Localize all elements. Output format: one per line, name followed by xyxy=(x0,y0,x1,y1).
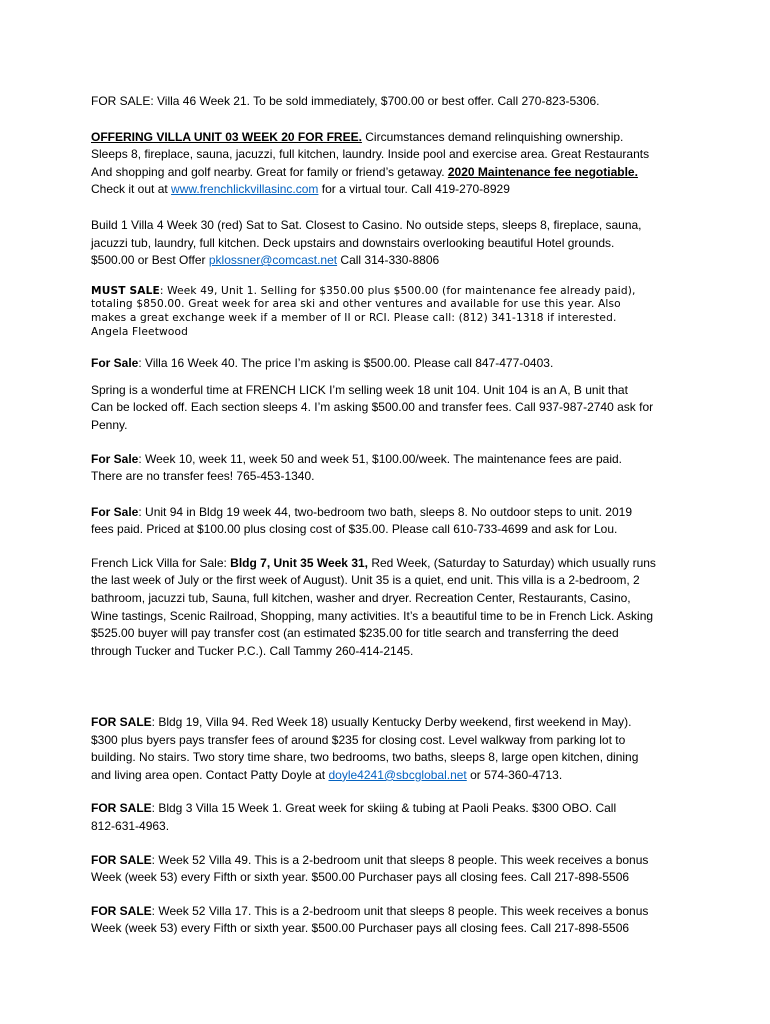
listing-paragraph xyxy=(91,714,691,784)
text-line xyxy=(91,298,691,312)
text-line xyxy=(91,818,691,836)
listing-paragraph xyxy=(91,285,691,339)
listing-paragraph xyxy=(91,903,691,938)
text-run: Week (week 53) every Fifth or sixth year. $500.00 Purchaser pays all closing fees. Call 217-898-5506 xyxy=(91,921,630,936)
text-line xyxy=(91,732,691,750)
text-line xyxy=(91,852,691,870)
text-line xyxy=(91,355,691,373)
text-run: There are no transfer fees! 765-453-1340. xyxy=(91,469,315,484)
bold-label: FOR SALE xyxy=(91,852,152,867)
text-run: Call 314-330-8806 xyxy=(337,253,440,268)
text-run: through Tucker and Tucker P.C.). Call Tammy 260-414-2145. xyxy=(91,643,414,658)
text-line xyxy=(91,920,691,938)
website-link[interactable]: www.frenchlickvillasinc.com xyxy=(171,182,319,197)
text-run: : Week 49, Unit 1. Selling for $350.00 plus $500.00 (for maintenance fee already paid), xyxy=(159,284,636,297)
text-line xyxy=(91,451,691,469)
text-run: makes a great exchange week if a member of II or RCI. Please call: (812) 341-1318 if interested. xyxy=(91,311,617,324)
listing-paragraph xyxy=(91,355,691,373)
text-line xyxy=(91,625,691,643)
text-line xyxy=(91,749,691,767)
listing-paragraph xyxy=(91,382,691,435)
text-line xyxy=(91,399,691,417)
text-run: totaling $850.00. Great week for area ski and other ventures and available for use this year. Also xyxy=(91,298,621,311)
bold-label: FOR SALE xyxy=(91,715,152,730)
text-run: : Week 52 Villa 17. This is a 2-bedroom unit that sleeps 8 people. This week receives a bonus xyxy=(151,903,649,918)
email-link[interactable]: pklossner@comcast.net xyxy=(208,253,338,268)
text-run: And shopping and golf nearby. Great for family or friend’s getaway. xyxy=(91,164,448,179)
listing-paragraph xyxy=(91,451,691,486)
text-run: or 574-360-4713. xyxy=(466,767,563,782)
text-line xyxy=(91,129,691,147)
listings-body xyxy=(91,93,691,938)
text-run: Penny. xyxy=(91,417,128,432)
text-run: building. No stairs. Two story time share, two bedrooms, two baths, sleeps 8, large open kitchen, dining xyxy=(91,750,639,765)
email-link[interactable]: doyle4241@sbcglobal.net xyxy=(328,767,467,782)
text-line xyxy=(91,382,691,400)
text-run: for a virtual tour. Call 419-270-8929 xyxy=(318,182,510,197)
text-line xyxy=(91,800,691,818)
text-line xyxy=(91,417,691,435)
bold-label: FOR SALE xyxy=(91,903,152,918)
text-run: Angela Fleetwood xyxy=(91,325,188,338)
text-run: Circumstances demand relinquishing ownership. xyxy=(361,129,624,144)
text-line xyxy=(91,903,691,921)
listing-paragraph xyxy=(91,800,691,835)
text-line xyxy=(91,555,691,573)
listing-paragraph xyxy=(91,852,691,887)
text-line xyxy=(91,164,691,182)
text-run: bathroom, jacuzzi tub, Sauna, full kitchen, washer and dryer. Recreation Center, Restaurants, Casino, xyxy=(91,591,631,606)
text-run: Build 1 Villa 4 Week 30 (red) Sat to Sat. Closest to Casino. No outside steps, sleeps 8, fireplace, sauna, xyxy=(91,217,642,232)
text-run: : Villa 16 Week 40. The price I’m asking is $500.00. Please call 847-477-0403. xyxy=(138,356,554,371)
text-run: $500.00 or Best Offer xyxy=(91,253,209,268)
text-run: : Bldg 19, Villa 94. Red Week 18) usually Kentucky Derby weekend, first weekend in May). xyxy=(151,715,632,730)
text-run: Spring is a wonderful time at FRENCH LICK I’m selling week 18 unit 104. Unit 104 is an A, B unit that xyxy=(91,382,628,397)
listing-paragraph xyxy=(91,555,691,661)
text-run: : Week 52 Villa 49. This is a 2-bedroom unit that sleeps 8 people. This week receives a bonus xyxy=(151,852,649,867)
bold-label: For Sale xyxy=(91,451,139,466)
text-line xyxy=(91,572,691,590)
text-line xyxy=(91,590,691,608)
text-line xyxy=(91,468,691,486)
text-run: $525.00 buyer will pay transfer cost (an estimated $235.00 for title search and transferring the deed xyxy=(91,626,619,641)
bold-label: Bldg 7, Unit 35 Week 31, xyxy=(230,555,368,570)
text-run: fees paid. Priced at $100.00 plus closing cost of $35.00. Please call 610-733-4699 and ask for Lou. xyxy=(91,522,618,537)
text-run: Can be locked off. Each section sleeps 4. I’m asking $500.00 and transfer fees. Call 937-987-2740 ask for xyxy=(91,400,654,415)
text-line xyxy=(91,93,691,111)
bold-label: FOR SALE xyxy=(91,801,152,816)
text-line xyxy=(91,252,691,270)
text-line xyxy=(91,521,691,539)
highlight-text: OFFERING VILLA UNIT 03 WEEK 20 FOR FREE. xyxy=(91,129,362,144)
text-run: : Week 10, week 11, week 50 and week 51, $100.00/week. The maintenance fees are paid. xyxy=(138,451,623,466)
listing-paragraph xyxy=(91,217,691,270)
text-run: Sleeps 8, fireplace, sauna, jacuzzi, full kitchen, laundry. Inside pool and exercise area. Great Restaurants xyxy=(91,147,650,162)
bold-label: MUST SALE xyxy=(91,284,160,297)
text-run: Check it out at xyxy=(91,182,172,197)
text-run: FOR SALE: Villa 46 Week 21. To be sold immediately, $700.00 or best offer. Call 270-823-5306. xyxy=(91,94,600,108)
text-line xyxy=(91,181,691,199)
text-line xyxy=(91,326,691,340)
text-line xyxy=(91,643,691,661)
listing-paragraph xyxy=(91,504,691,539)
text-line xyxy=(91,608,691,626)
text-run: Red Week, (Saturday to Saturday) which usually runs xyxy=(368,555,656,570)
text-line xyxy=(91,285,691,299)
text-run: : Unit 94 in Bldg 19 week 44, two-bedroom two bath, sleeps 8. No outdoor steps to unit. 2019 xyxy=(138,504,632,519)
highlight-text: 2020 Maintenance fee negotiable. xyxy=(447,164,638,179)
bold-label: For Sale xyxy=(91,356,139,371)
text-run: the last week of July or the first week of August). Unit 35 is a quiet, end unit. This villa is a 2-bedroom, 2 xyxy=(91,573,640,588)
text-line xyxy=(91,146,691,164)
text-run: Wine tastings, Scenic Railroad, Shopping, many activities. It’s a beautiful time to be in French Lick. Asking xyxy=(91,608,654,623)
listing-paragraph xyxy=(91,93,691,111)
text-run: Week (week 53) every Fifth or sixth year. $500.00 Purchaser pays all closing fees. Call 217-898-5506 xyxy=(91,870,630,885)
text-run: jacuzzi tub, laundry, full kitchen. Deck upstairs and downstairs overlooking beautiful Hotel grounds. xyxy=(91,235,615,250)
text-line xyxy=(91,869,691,887)
listing-paragraph xyxy=(91,129,691,199)
text-run: $300 plus byers pays transfer fees of around $235 for closing cost. Level walkway from parking lot to xyxy=(91,732,626,747)
text-line xyxy=(91,217,691,235)
text-run: : Bldg 3 Villa 15 Week 1. Great week for skiing & tubing at Paoli Peaks. $300 OBO. Call xyxy=(151,801,617,816)
text-line xyxy=(91,504,691,522)
text-line xyxy=(91,767,691,785)
bold-label: For Sale xyxy=(91,504,139,519)
listing-paragraph xyxy=(91,678,691,696)
text-run: French Lick Villa for Sale: xyxy=(91,555,231,570)
text-run: and living area open. Contact Patty Doyle at xyxy=(91,767,329,782)
text-line xyxy=(91,714,691,732)
text-line xyxy=(91,312,691,326)
text-line xyxy=(91,235,691,253)
text-run: 812-631-4963. xyxy=(91,819,170,833)
